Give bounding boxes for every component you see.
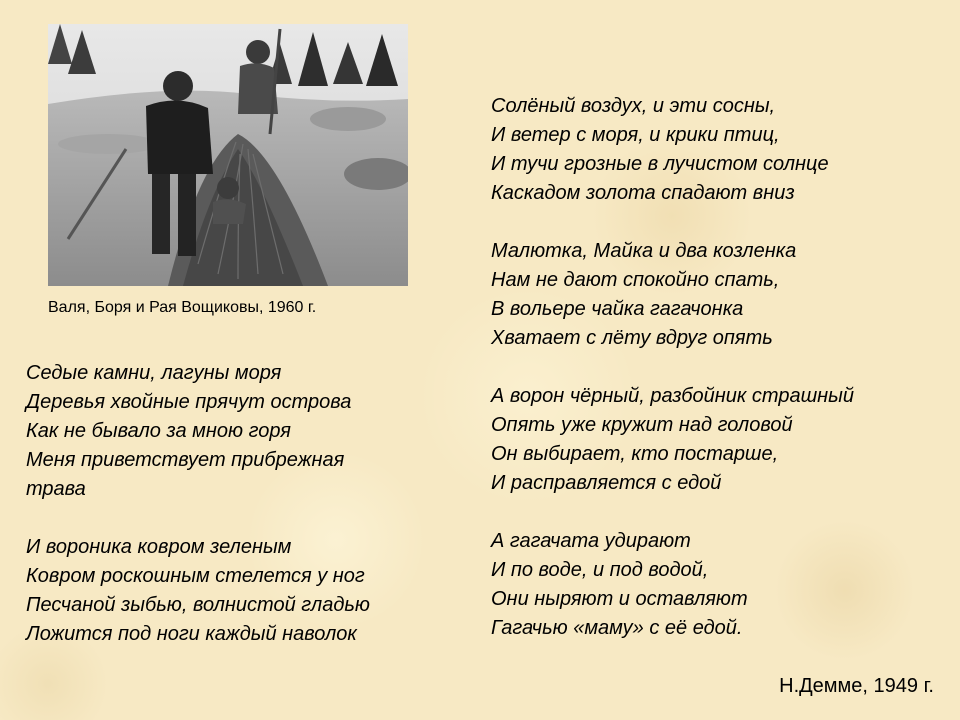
poem-line: Хватает с лёту вдруг опять (491, 327, 773, 349)
poem-line: И тучи грозные в лучистом солнце (491, 153, 829, 175)
author-signature: Н.Демме, 1949 г. (779, 675, 934, 697)
poem-line: И по воде, и под водой, (491, 559, 709, 581)
poem-line: Меня приветствует прибрежная (26, 449, 345, 471)
stanza (491, 92, 951, 208)
poem-line: И вороника ковром зеленым (26, 536, 292, 558)
poem-line: Они ныряют и оставляют (491, 588, 748, 610)
poem-line: Деревья хвойные прячут острова (26, 391, 352, 413)
stanza (26, 359, 466, 504)
stanza (26, 533, 466, 649)
poem-line: А ворон чёрный, разбойник страшный (491, 385, 855, 407)
poem-left-column (26, 359, 466, 649)
poem-line: Нам не дают спокойно спать, (491, 269, 780, 291)
poem-right-column (491, 92, 951, 643)
stanza (491, 527, 951, 643)
poem-line: Гагачью «маму» с её едой. (491, 617, 743, 639)
stanza (491, 237, 951, 353)
poem-line: Солёный воздух, и эти сосны, (491, 95, 776, 117)
family-photo (48, 24, 408, 286)
poem-line: Опять уже кружит над головой (491, 414, 793, 436)
poem-line: Ковром роскошным стелется у ног (26, 565, 365, 587)
poem-line: Ложится под ноги каждый наволок (26, 623, 357, 645)
photo-caption: Валя, Боря и Рая Вощиковы, 1960 г. (48, 299, 317, 316)
poem-line: А гагачата удирают (491, 530, 691, 552)
poem-line: Как не бывало за мною горя (26, 420, 291, 442)
poem-line: Малютка, Майка и два козленка (491, 240, 797, 262)
poem-line: Он выбирает, кто постарше, (491, 443, 779, 465)
poem-line: Седые камни, лагуны моря (26, 362, 282, 384)
poem-line: Песчаной зыбью, волнистой гладью (26, 594, 370, 616)
poem-line: трава (26, 478, 86, 500)
poem-line: И расправляется с едой (491, 472, 722, 494)
poem-line: В вольере чайка гагачонка (491, 298, 744, 320)
poem-line: И ветер с моря, и крики птиц, (491, 124, 780, 146)
poem-line: Каскадом золота спадают вниз (491, 182, 795, 204)
stanza (491, 382, 951, 498)
